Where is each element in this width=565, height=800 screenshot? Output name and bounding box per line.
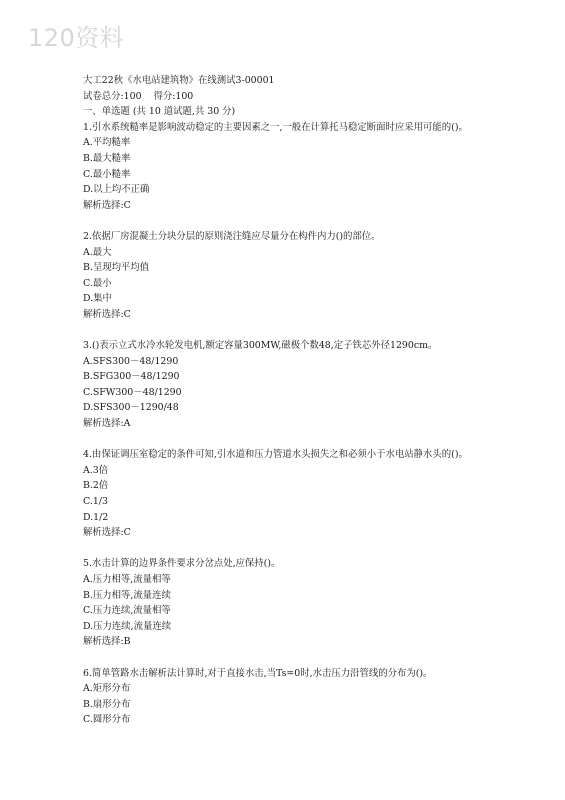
spacer bbox=[83, 650, 503, 666]
option-a: A.3倍 bbox=[83, 464, 109, 476]
document-body bbox=[83, 73, 503, 728]
option-c: C.1/3 bbox=[83, 496, 108, 508]
option-b: B.SFG300－48/1290 bbox=[83, 371, 180, 383]
answer-line: 解析选择:C bbox=[83, 199, 131, 211]
option-a: A.平均糙率 bbox=[83, 137, 131, 149]
option-b: B.压力相等,流量连续 bbox=[83, 589, 171, 601]
question-1 bbox=[83, 120, 503, 214]
spacer bbox=[83, 213, 503, 229]
question-text: 2.依据厂房混凝土分块分层的原则浇注缝应尽量分在构件内力()的部位。 bbox=[83, 230, 381, 242]
option-c: C.SFW300－48/1290 bbox=[83, 386, 182, 398]
question-4 bbox=[83, 447, 503, 541]
answer-line: 解析选择:B bbox=[83, 636, 131, 648]
option-b: B.最大糙率 bbox=[83, 152, 131, 164]
answer-line: 解析选择:C bbox=[83, 527, 131, 539]
option-a: A.压力相等,流量相等 bbox=[83, 574, 171, 585]
option-d: D.以上均不正确 bbox=[83, 184, 150, 196]
question-text: 1.引水系统糙率是影响波动稳定的主要因素之一,一般在计算托马稳定断面时应采用可能的()。 bbox=[83, 121, 468, 133]
document-title: 大工22秋《水电站建筑物》在线测试3-00001 bbox=[83, 75, 275, 86]
section-heading: 一、单选题 (共 10 道试题,共 30 分) bbox=[83, 106, 236, 118]
question-2 bbox=[83, 229, 503, 323]
option-c: C.最小糙率 bbox=[83, 168, 131, 180]
question-3 bbox=[83, 338, 503, 432]
answer-line: 解析选择:C bbox=[83, 308, 131, 320]
spacer bbox=[83, 323, 503, 339]
option-a: A.最大 bbox=[83, 246, 112, 258]
option-d: D.压力连续,流量连续 bbox=[83, 620, 172, 632]
watermark-logo: 120资料 bbox=[28, 24, 125, 52]
option-c: C.最小 bbox=[83, 277, 112, 289]
question-text: 3.()表示立式水冷水轮发电机,额定容量300MW,磁极个数48,定子铁芯外径1290cm。 bbox=[83, 340, 438, 352]
question-6 bbox=[83, 666, 503, 728]
score-line: 试卷总分:100 得分:100 bbox=[83, 90, 194, 102]
spacer bbox=[83, 432, 503, 448]
option-d: D.集中 bbox=[83, 293, 112, 305]
option-b: B.呈现均平均值 bbox=[83, 262, 150, 274]
question-text: 6.简单管路水击解析法计算时,对于直接水击,当Ts=0时,水击压力沿管线的分布为()。 bbox=[83, 667, 433, 679]
question-text: 5.水击计算的边界条件要求分岔点处,应保持()。 bbox=[83, 558, 281, 570]
option-c: C.圆形分布 bbox=[83, 714, 131, 726]
option-d: D.SFS300－1290/48 bbox=[83, 402, 179, 414]
question-text: 4.由保证调压室稳定的条件可知,引水道和压力管道水头损失之和必须小于水电站静水头的()。 bbox=[83, 449, 468, 461]
option-a: A.矩形分布 bbox=[83, 683, 131, 695]
option-b: B.扇形分布 bbox=[83, 698, 131, 710]
option-c: C.压力连续,流量相等 bbox=[83, 605, 171, 617]
option-b: B.2倍 bbox=[83, 480, 109, 492]
answer-line: 解析选择:A bbox=[83, 418, 131, 430]
question-5 bbox=[83, 556, 503, 650]
option-d: D.1/2 bbox=[83, 511, 109, 523]
spacer bbox=[83, 541, 503, 557]
option-a: A.SFS300－48/1290 bbox=[83, 355, 179, 367]
